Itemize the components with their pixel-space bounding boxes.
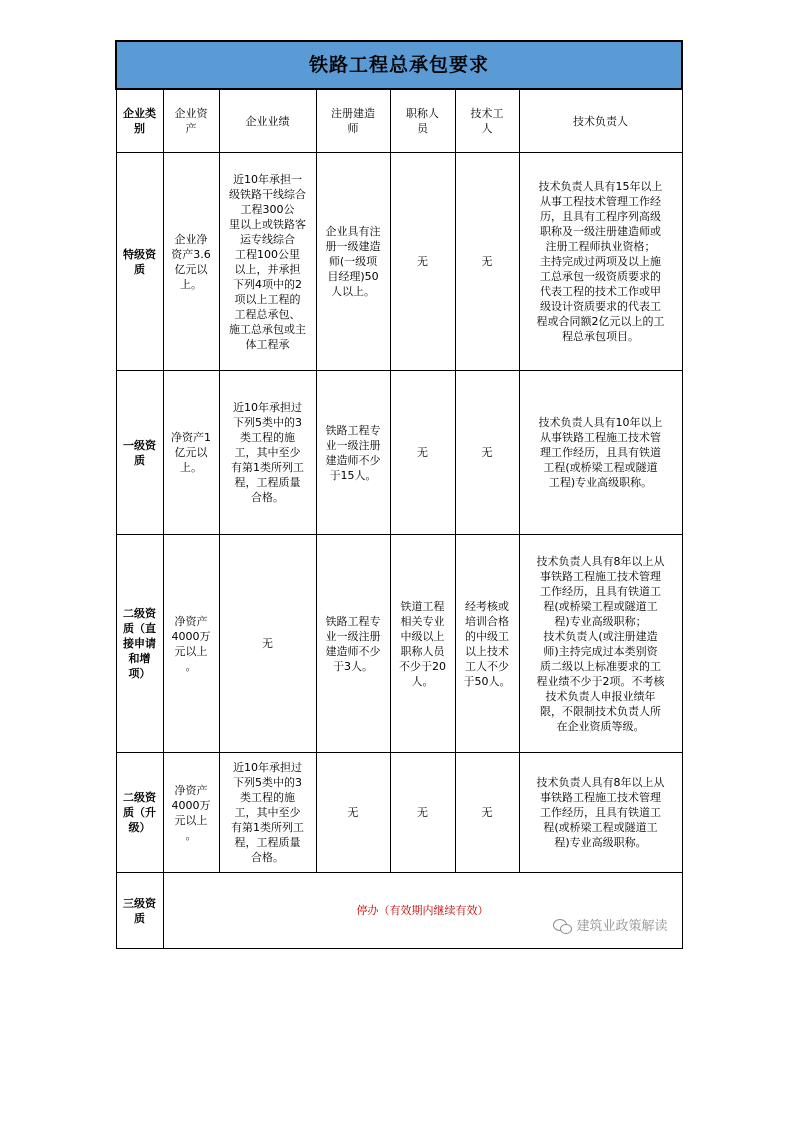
row-leader: 技术负责人具有15年以上 从事工程技术管理工作经 历，且具有工程序列高级 职称及一级注册建造师或 注册工程师执业资格； 主持完成过两项及以上施 工总承包一级资质要求的 代表工程的技术工作或甲 级设计资质要求的代表工 程或合同额2亿元以上的工 程总承包项目。 xyxy=(519,153,682,371)
table-title: 铁路工程总承包要求 xyxy=(116,41,682,89)
title-row xyxy=(116,41,682,89)
header-performance: 企业业绩 xyxy=(219,89,316,153)
row-assets: 净资产 4000万 元以上 。 xyxy=(163,535,219,753)
table-row xyxy=(116,753,682,873)
header-assets: 企业资 产 xyxy=(163,89,219,153)
row-titled: 无 xyxy=(390,153,455,371)
header-workers: 技术工 人 xyxy=(455,89,519,153)
row-titled: 铁道工程 相关专业 中级以上 职称人员 不少于20 人。 xyxy=(390,535,455,753)
table-row xyxy=(116,371,682,535)
row-performance: 近10年承担一 级铁路干线综合 工程300公 里以上或铁路客 运专线综合 工程100公里 以上，并承担 下列4项中的2 项以上工程的 工程总承包、 施工总承包或主 体工程承 xyxy=(219,153,316,371)
watermark-text: 建筑业政策解读 xyxy=(576,918,668,934)
row-builder: 企业具有注 册一级建造 师(一级项 目经理)50 人以上。 xyxy=(316,153,390,371)
row-performance: 近10年承担过 下列5类中的3 类工程的施 工，其中至少 有第1类所列工 程，工程质量 合格。 xyxy=(219,371,316,535)
row-category: 二级资 质（直 接申请 和增 项） xyxy=(116,535,163,753)
row-builder: 无 xyxy=(316,753,390,873)
row-performance: 近10年承担过 下列5类中的3 类工程的施 工，其中至少 有第1类所列工 程，工程质量 合格。 xyxy=(219,753,316,873)
row-assets: 净资产 4000万 元以上 。 xyxy=(163,753,219,873)
row-performance: 无 xyxy=(219,535,316,753)
row-leader: 技术负责人具有8年以上从 事铁路工程施工技术管理 工作经历，且具有铁道工 程(或桥梁工程或隧道工 程)专业高级职称； 技术负责人(或注册建造 师)主持完成过本类别资 质二级以上标准要求的工 程业绩不少于2项。不考核 技术负责人申报业绩年 限，不限制技术负责人所 在企业资质等级。 xyxy=(519,535,682,753)
row-workers: 经考核或 培训合格 的中级工 以上技术 工人不少 于50人。 xyxy=(455,535,519,753)
table-row xyxy=(116,153,682,371)
row-titled: 无 xyxy=(390,371,455,535)
wechat-icon xyxy=(553,918,573,934)
row-category: 二级资 质（升 级） xyxy=(116,753,163,873)
requirements-table xyxy=(115,40,683,949)
row-titled: 无 xyxy=(390,753,455,873)
header-category: 企业类 别 xyxy=(116,89,163,153)
header-builder: 注册建造 师 xyxy=(316,89,390,153)
row-assets: 净资产1 亿元以 上。 xyxy=(163,371,219,535)
row-builder: 铁路工程专 业一级注册 建造师不少 于15人。 xyxy=(316,371,390,535)
row-category: 一级资 质 xyxy=(116,371,163,535)
table-row xyxy=(116,873,682,949)
row-category: 特级资 质 xyxy=(116,153,163,371)
row-builder: 铁路工程专 业一级注册 建造师不少 于3人。 xyxy=(316,535,390,753)
row-leader: 技术负责人具有8年以上从 事铁路工程施工技术管理 工作经历，且具有铁道工 程(或桥梁工程或隧道工 程)专业高级职称。 xyxy=(519,753,682,873)
row-assets: 企业净 资产3.6 亿元以 上。 xyxy=(163,153,219,371)
row-workers: 无 xyxy=(455,753,519,873)
table-row xyxy=(116,535,682,753)
row-category: 三级资 质 xyxy=(116,873,163,949)
row-workers: 无 xyxy=(455,371,519,535)
suspended-note: 停办（有效期内继续有效） xyxy=(356,904,489,917)
watermark xyxy=(553,918,668,934)
row-leader: 技术负责人具有10年以上 从事铁路工程施工技术管 理工作经历，且具有铁道 工程(或桥梁工程或隧道 工程)专业高级职称。 xyxy=(519,371,682,535)
suspended-cell xyxy=(163,873,682,949)
header-leader: 技术负责人 xyxy=(519,89,682,153)
header-row xyxy=(116,89,682,153)
header-titled: 职称人 员 xyxy=(390,89,455,153)
row-workers: 无 xyxy=(455,153,519,371)
